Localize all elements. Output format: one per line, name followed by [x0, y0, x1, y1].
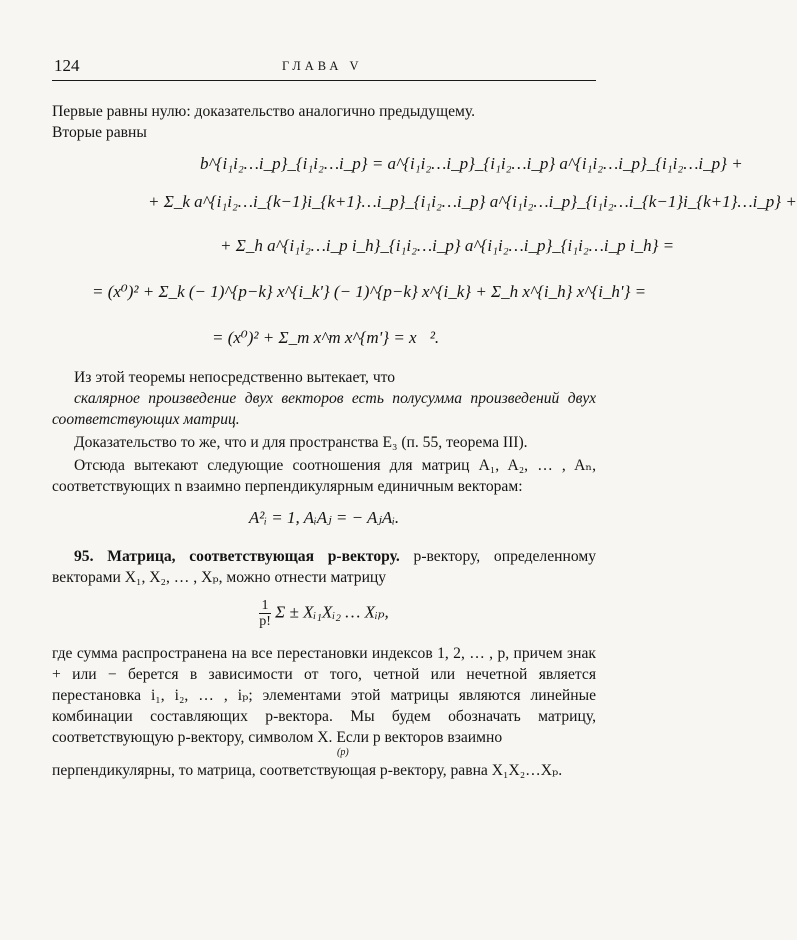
formula-line-3: + Σ_h a^{i₁i₂…i_p i_h}_{i₁i₂…i_p} a^{i₁i₂…i_p}_{i₁i₂…i_p i_h} =: [220, 236, 675, 255]
section-number: 95.: [74, 548, 94, 565]
theorem-proof: Доказательство то же, что и для пространства E₃ (п. 55, теорема III).: [74, 434, 528, 451]
book-page: [52, 54, 797, 781]
formula-line-4: = (x⁰)² + Σ_k (− 1)^{p−k} x^{i_k'} (− 1)^{p−k} x^{i_k} + Σ_h x^{i_h} x^{i_h'} =: [92, 282, 647, 301]
fraction-denominator: p!: [259, 614, 271, 629]
section-95-para: [52, 546, 596, 588]
symbol-subscript: (p): [337, 747, 349, 758]
chapter-title: ГЛАВА V: [282, 59, 363, 73]
formula-line-1: b^{i₁i₂…i_p}_{i₁i₂…i_p} = a^{i₁i₂…i_p}_{i₁i₂…i_p} a^{i₁i₂…i_p}_{i₁i₂…i_p} +: [200, 154, 743, 173]
symbol-subscript-row: [52, 748, 596, 760]
section-text-2: где сумма распространена на все перестановки индексов 1, 2, … , p, причем знак + или − берется в зависимости от того, четной или нечетной является перестановка i₁, i₂, … , iₚ; элементами этой матрицы являются линейные комбинации составляющих p-вектора. Мы будем обозначать матрицу, соответствующую p-вектору, символом X. Если p векторов взаимно: [52, 645, 596, 746]
section-text-3: перпендикулярны, то матрица, соответствующая p-вектору, равна X₁X₂…Xₚ.: [52, 762, 563, 779]
section-title: Матрица, соответствующая p-вектору.: [107, 548, 400, 565]
page-body: [52, 101, 797, 781]
fraction: [259, 598, 271, 629]
page-header: [52, 54, 596, 81]
fraction-numerator: 1: [259, 598, 271, 614]
theorem-statement: скалярное произведение двух векторов есть полусумма произведений двух соответствующих матриц.: [52, 390, 596, 428]
intro-line-2: Вторые равны: [52, 124, 147, 141]
page-number: 124: [54, 56, 80, 75]
sum-expression: Σ ± Xᵢ₁Xᵢ₂ … Xᵢₚ,: [275, 602, 389, 622]
section-formula: [52, 598, 596, 629]
formula-line-5: = (x⁰)² + Σ_m x^m x^{m'} = x⃗².: [212, 328, 440, 347]
relations-intro: Отсюда вытекают следующие соотношения для матриц A₁, A₂, … , Aₙ, соответствующих n взаимно перпендикулярным единичным векторам:: [52, 457, 596, 495]
relations-formula: A²ᵢ = 1, AᵢAⱼ = − AⱼAᵢ.: [248, 508, 400, 527]
section-text-1: p-вектору, определенному векторами X₁, X₂, … , Xₚ, можно отнести матрицу: [52, 548, 596, 586]
formula-line-2: + Σ_k a^{i₁i₂…i_{k−1}i_{k+1}…i_p}_{i₁i₂…i_p} a^{i₁i₂…i_p}_{i₁i₂…i_{k−1}i_{k+1}…i_p} +: [148, 192, 797, 211]
formula-block: [52, 147, 797, 367]
intro-line-1: Первые равны нулю: доказательство аналогично предыдущему.: [52, 103, 476, 120]
theorem-lead: Из этой теоремы непосредственно вытекает, что: [74, 369, 396, 386]
